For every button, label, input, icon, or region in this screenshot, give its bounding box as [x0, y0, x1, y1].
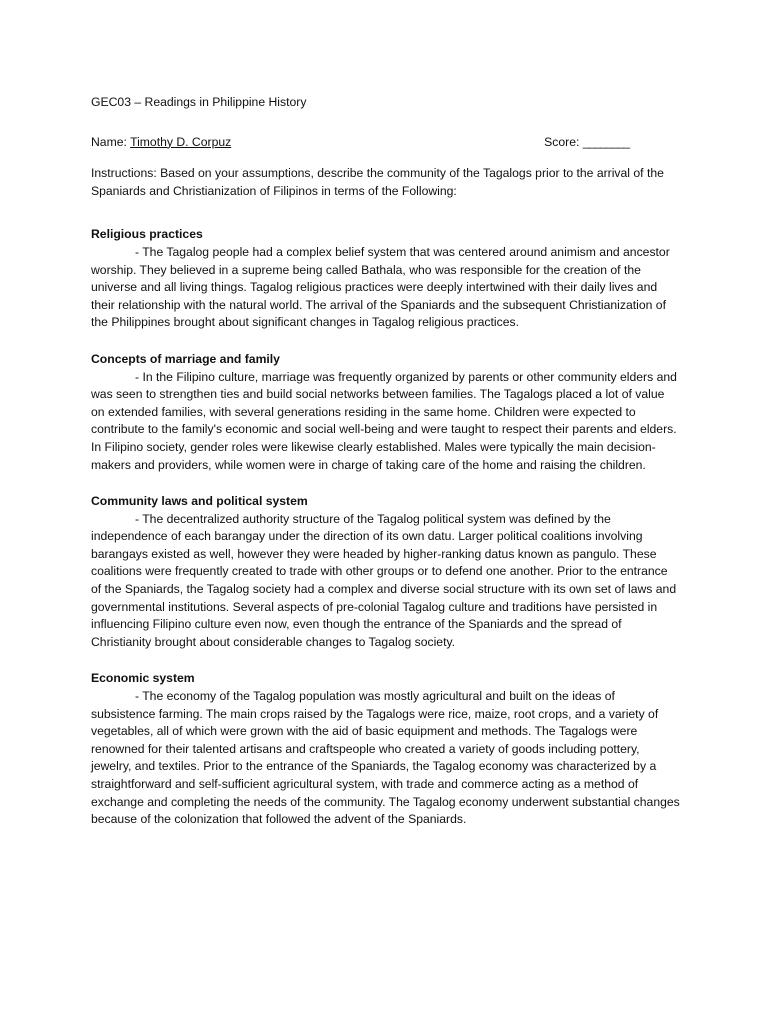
name-value: Timothy D. Corpuz	[130, 134, 232, 149]
section-title: Religious practices	[91, 227, 203, 242]
section-title: Economic system	[91, 671, 195, 686]
section-title: Community laws and political system	[91, 494, 308, 509]
document-content	[91, 94, 681, 848]
section-religious-practices	[91, 226, 681, 332]
section-economic-system	[91, 670, 681, 828]
score-blank: ________	[582, 134, 629, 149]
section-body: - The decentralized authority structure of the Tagalog political system was defined by the independence of each barangay under the direction of its own datu. Larger political coalitions involving barangays existed as well, however they were headed by higher-ranking datus known as pangulo. These coalitions were frequently created to trade with other groups or to defend one another. Prior to the entrance of the Spaniards, the Tagalog society had a complex and diverse social structure with its own set of laws and governmental institutions. Several aspects of pre-colonial Tagalog culture and traditions have persisted in influencing Filipino culture even now, even though the entrance of the Spaniards and the spread of Christianity brought about considerable changes to Tagalog society.	[91, 511, 677, 649]
section-body: - In the Filipino culture, marriage was frequently organized by parents or other community elders and was seen to strengthen ties and build social networks between families. The Tagalogs placed a lot of value on extended families, with several generations residing in the same home. Children were expected to contribute to the family's economic and social well-being and were taught to respect their parents and elders. In Filipino society, gender roles were likewise clearly established. Males were typically the main decision-makers and providers, while women were in charge of taking care of the home and raising the children.	[91, 369, 677, 472]
instructions: Instructions: Based on your assumptions, describe the community of the Tagalogs prior to the arrival of the Spaniards and Christianization of Filipinos in terms of the Following:	[91, 166, 664, 198]
score-label: Score:	[544, 134, 580, 149]
score-line	[544, 134, 629, 152]
section-laws-political	[91, 493, 681, 651]
name-label: Name:	[91, 134, 127, 149]
name-line	[91, 134, 231, 152]
section-marriage-family	[91, 351, 681, 474]
section-title: Concepts of marriage and family	[91, 351, 280, 366]
section-body: - The economy of the Tagalog population was mostly agricultural and built on the ideas of subsistence farming. The main crops raised by the Tagalogs were rice, maize, root crops, and a variety of vegetables, all of which were grown with the aid of basic equipment and methods. The Tagalogs were renowned for their talented artisans and craftspeople who created a variety of goods including pottery, jewelry, and textiles. Prior to the entrance of the Spaniards, the Tagalog economy was characterized by a straightforward and self-sufficient agricultural system, with trade and commerce acting as a method of exchange and completing the needs of the community. The Tagalog economy underwent substantial changes because of the colonization that followed the advent of the Spaniards.	[91, 689, 680, 827]
name-score-row	[91, 134, 629, 152]
section-body: - The Tagalog people had a complex belief system that was centered around animism and ancestor worship. They believed in a supreme being called Bathala, who was responsible for the creation of the universe and all living things. Tagalog religious practices were deeply intertwined with their daily lives and their relationship with the natural world. The arrival of the Spaniards and the subsequent Christianization of the Philippines brought about significant changes in Tagalog religious practices.	[91, 244, 670, 330]
course-title: GEC03 – Readings in Philippine History	[91, 95, 307, 109]
